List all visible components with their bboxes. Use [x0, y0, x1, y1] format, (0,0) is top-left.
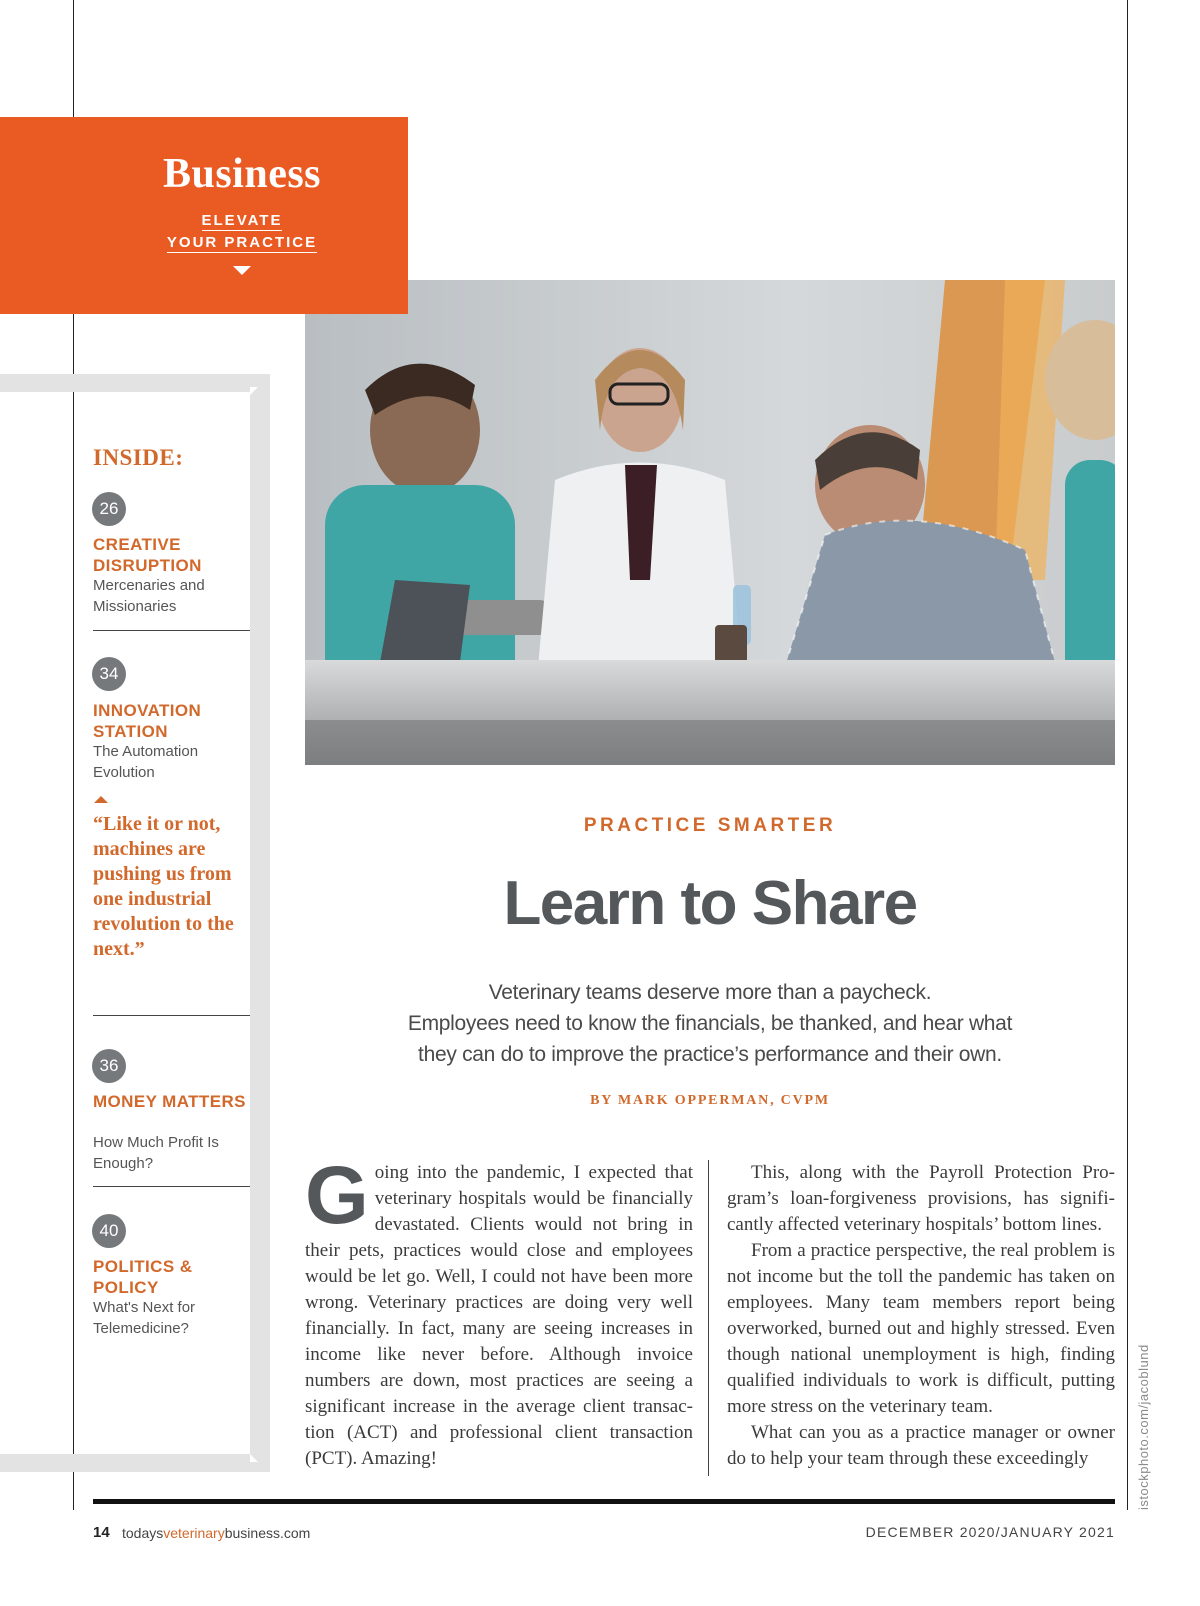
sidebar-divider — [93, 1186, 250, 1187]
article-column-right — [727, 1160, 1115, 1472]
page-number-badge: 34 — [92, 657, 126, 691]
column-divider — [708, 1160, 709, 1476]
sidebar-item-subtitle: The Automation Evolution — [93, 743, 199, 781]
body-paragraph: From a practice perspective, the real problem is not income but the toll the pandemic has taken on employees. Many team members report being overworked, burned out and highly stressed. Even though national unemployment is high, finding qualified individuals to work is difficult, putting more stress on the veterinary team. — [727, 1240, 1115, 1417]
sidebar-frame-bottom — [0, 1454, 270, 1472]
sidebar-frame-top — [0, 374, 270, 392]
drop-cap: G — [305, 1150, 369, 1241]
section-tagline-line2[interactable] — [0, 234, 484, 251]
site-prefix: todays — [122, 1525, 164, 1541]
chevron-down-icon — [233, 266, 251, 275]
site-suffix: business.com — [224, 1525, 311, 1541]
footer-site-link[interactable] — [122, 1525, 310, 1541]
photo-credit: istockphoto.com/jacoblund — [1136, 1344, 1151, 1510]
right-margin-rule — [1127, 0, 1128, 1510]
sidebar-item-subtitle: How Much Profit Is Enough? — [93, 1134, 219, 1172]
sidebar-divider — [93, 630, 250, 631]
page-number-badge: 36 — [92, 1049, 126, 1083]
section-tagline-line1[interactable] — [0, 212, 484, 229]
sidebar-item-title[interactable]: INNOVATION STATION — [93, 701, 202, 741]
sidebar-item-title[interactable]: MONEY MATTERS — [93, 1092, 246, 1111]
article-byline: BY MARK OPPERMAN, CVPM — [590, 1093, 830, 1108]
article-kicker: PRACTICE SMARTER — [583, 815, 837, 836]
caret-up-icon — [94, 796, 108, 803]
article-deck — [370, 977, 1050, 1070]
sidebar-item-subtitle: What's Next for Telemedicine? — [93, 1299, 196, 1337]
deck-line: Employees need to know the financials, be thanked, and hear what — [407, 1012, 1013, 1035]
site-highlight: veterinary — [163, 1525, 225, 1541]
footer-page-number: 14 — [93, 1524, 110, 1541]
sidebar-item-title[interactable]: POLITICS & POLICY — [93, 1257, 193, 1297]
page-number-badge: 40 — [92, 1214, 126, 1248]
sidebar-divider — [93, 1015, 250, 1016]
sidebar-item-subtitle: Mercenaries and Missionaries — [93, 577, 205, 615]
footer-issue-date: DECEMBER 2020/JANUARY 2021 — [865, 1524, 1115, 1540]
sidebar-frame-right — [250, 374, 270, 1472]
deck-line: they can do to improve the practice’s performance and their own. — [418, 1043, 1002, 1066]
pull-quote: “Like it or not, machines are pushing us from one industrial revolution to the next.” — [93, 813, 234, 960]
hero-photo — [305, 280, 1115, 765]
footer-rule — [93, 1499, 1115, 1504]
page-number-badge: 26 — [92, 492, 126, 526]
body-paragraph: This, along with the Payroll Protection Program’s loan-forgiveness provisions, has significantly affected veterinary hospitals’ bottom lines. — [727, 1162, 1115, 1235]
deck-line: Veterinary teams deserve more than a paycheck. — [488, 981, 932, 1004]
sidebar-corner-fold — [250, 1454, 258, 1462]
article-column-left — [305, 1150, 693, 1472]
sidebar-item-title[interactable]: CREATIVE DISRUPTION — [93, 535, 202, 575]
section-title: Business — [162, 151, 322, 197]
tagline-link-1[interactable]: ELEVATE — [201, 212, 283, 229]
sidebar-heading: INSIDE: — [93, 445, 184, 470]
body-paragraph: What can you as a practice manager or owner do to help your team through these exceedingly — [727, 1422, 1115, 1469]
sidebar-corner-fold — [250, 387, 258, 395]
body-text: oing into the pandemic, I expected that veterinary hospitals would be financially devastated. Clients would not bring in their pets, practices would close and employees would be let go. Well, I could not have been more wrong. Veterinary practices are doing very well financially. In fact, many are seeing increases in income like never before. Although invoice numbers are down, most practices are seeing a significant increase in the average client transaction (ACT) and professional client transaction (PCT). Amazing! — [305, 1162, 693, 1469]
article-headline: Learn to Share — [503, 869, 917, 938]
tagline-link-2[interactable]: YOUR PRACTICE — [166, 234, 318, 251]
